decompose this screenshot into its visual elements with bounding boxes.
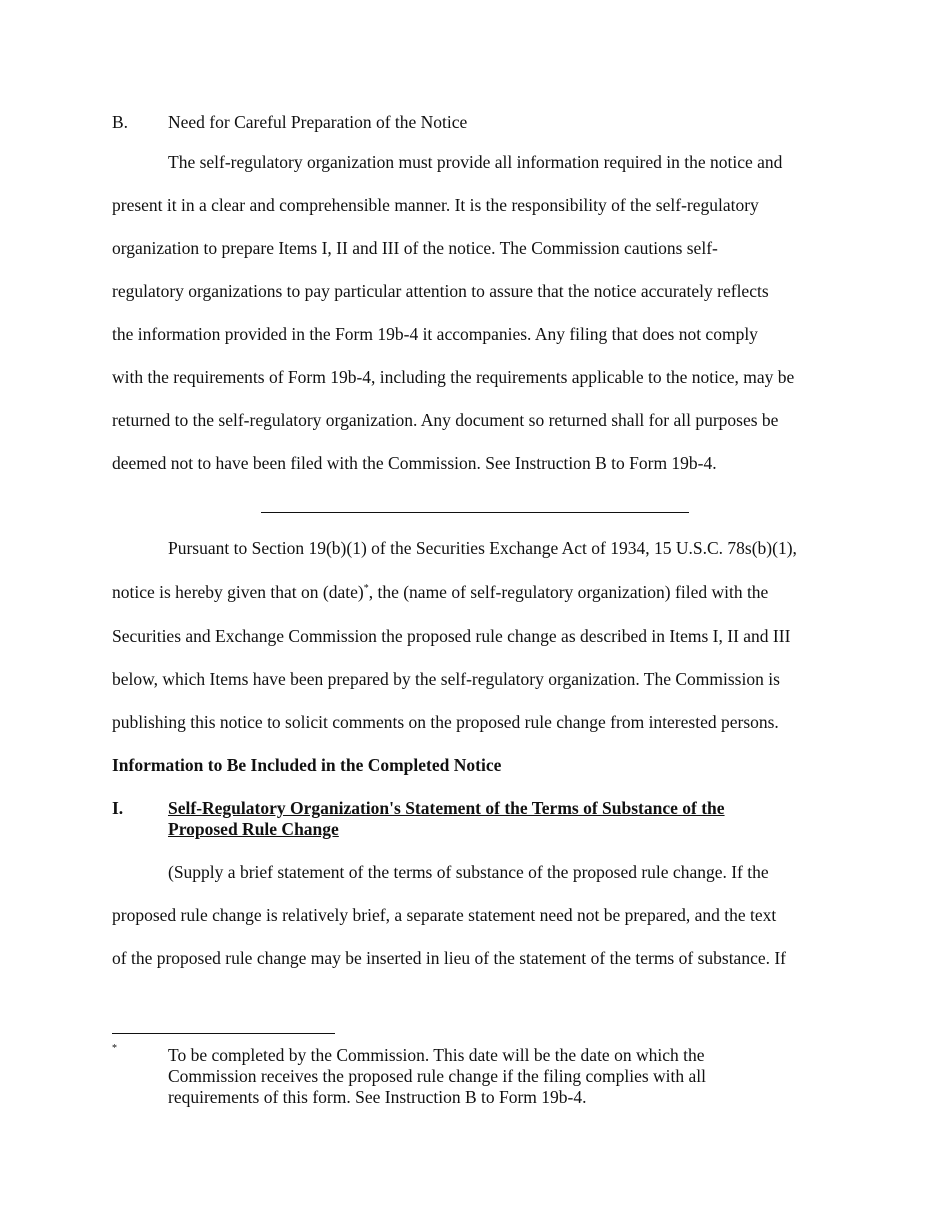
paragraph-line: organization to prepare Items I, II and III of the notice. The Commission cautions self- — [112, 238, 718, 258]
notice-line-text: notice is hereby given that on (date) — [112, 582, 364, 602]
paragraph-line: with the requirements of Form 19b-4, including the requirements applicable to the notice, may be — [112, 367, 795, 387]
footnote-line: requirements of this form. See Instruction B to Form 19b-4. — [168, 1087, 587, 1107]
footnote-line: To be completed by the Commission. This date will be the date on which the — [168, 1045, 705, 1065]
item-1-line: proposed rule change is relatively brief, a separate statement need not be prepared, and the text — [112, 905, 777, 925]
notice-line-text: , the (name of self-regulatory organization) filed with the — [368, 582, 769, 602]
notice-line: publishing this notice to solicit comments on the proposed rule change from interested persons. — [112, 712, 779, 732]
paragraph-line: The self-regulatory organization must provide all information required in the notice and — [168, 152, 783, 172]
info-heading: Information to Be Included in the Completed Notice — [112, 755, 502, 775]
notice-line: Pursuant to Section 19(b)(1) of the Securities Exchange Act of 1934, 15 U.S.C. 78s(b)(1), — [168, 538, 797, 558]
footnote-reference: * — [363, 583, 369, 595]
footnote-mark: * — [112, 1043, 117, 1054]
item-1-line: of the proposed rule change may be inserted in lieu of the statement of the terms of substance. If — [112, 948, 787, 968]
item-1-title: Self-Regulatory Organization's Statement of the Terms of Substance of the — [168, 798, 725, 818]
paragraph-line: regulatory organizations to pay particular attention to assure that the notice accurately reflects — [112, 281, 769, 301]
item-1-label: I. — [112, 798, 124, 818]
paragraph-line: the information provided in the Form 19b-4 it accompanies. Any filing that does not comply — [112, 324, 758, 344]
notice-line — [112, 582, 768, 603]
section-divider — [261, 512, 689, 513]
section-b-heading: Need for Careful Preparation of the Notice — [168, 112, 468, 132]
item-1-line: (Supply a brief statement of the terms of substance of the proposed rule change. If the — [168, 862, 769, 882]
footnote-line: Commission receives the proposed rule change if the filing complies with all — [168, 1066, 706, 1086]
notice-line: below, which Items have been prepared by the self-regulatory organization. The Commission is — [112, 669, 780, 689]
notice-line: Securities and Exchange Commission the proposed rule change as described in Items I, II and III — [112, 626, 791, 646]
paragraph-line: returned to the self-regulatory organization. Any document so returned shall for all purposes be — [112, 410, 779, 430]
section-b-label: B. — [112, 112, 129, 132]
paragraph-line: present it in a clear and comprehensible manner. It is the responsibility of the self-regulatory — [112, 195, 759, 215]
paragraph-line: deemed not to have been filed with the Commission. See Instruction B to Form 19b-4. — [112, 453, 717, 473]
footnote-separator — [112, 1033, 335, 1034]
item-1-title: Proposed Rule Change — [168, 819, 339, 839]
